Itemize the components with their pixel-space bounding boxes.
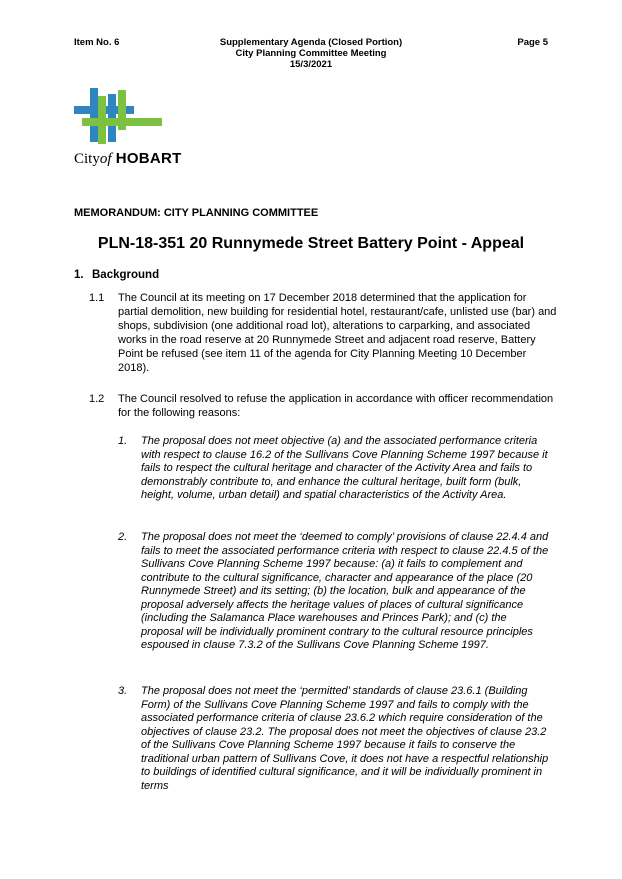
reason-text: The proposal does not meet objective (a) and the associated performance criteria with respect to clause 16.2 of the Sullivans Cove Planning Scheme 1997 because it fails to respect the cultural heritage and character of the Activity Area and fails to demonstrably contribute to, and enhance the cultural heritage, built form (bulk, height, volume, urban detail) and spatial characteristics of the Activity Area. (141, 435, 548, 501)
paragraph-1-1 (89, 291, 559, 375)
wordmark-of: of (99, 151, 112, 167)
wordmark-hobart: HOBART (115, 150, 182, 167)
document-title: PLN-18-351 20 Runnymede Street Battery Point - Appeal (97, 235, 525, 252)
meeting-name: City Planning Committee Meeting (235, 48, 387, 59)
reason-3 (118, 685, 550, 793)
reason-text: The proposal does not meet the ‘deemed to comply’ provisions of clause 22.4.4 and fails to meet the associated performance criteria with respect to clause 22.4.5 of the Sullivans Cove Planning Scheme 1997 because: (a) it fails to complement and contribute to the cultural significance, character and appearance of the place (20 Runnymede Street) and its setting; (b) the location, bulk and appearance of the proposal adversely affects the heritage values of places of cultural significance (including the Salamanca Place warehouses and Princes Park); and (c) the proposal will be individually prominent contrary to the cultural resource principles espoused in clause 7.3.2 of the Sullivans Cove Planning Scheme 1997. (141, 531, 549, 651)
section-heading (74, 269, 159, 281)
reason-number: 1. (118, 435, 128, 447)
section-title: Background (92, 269, 160, 281)
reason-number: 3. (118, 685, 128, 697)
page-number: Page 5 (517, 37, 548, 48)
wordmark-city: City (74, 151, 100, 167)
paragraph-number: 1.1 (89, 292, 105, 304)
paragraph-text: The Council at its meeting on 17 December 2018 determined that the application for partial demolition, new building for residential hotel, restaurant/cafe, unlisted use (bar) and shops, subdivision (one additional road lot), alterations to carparking, and associated works in the road reserve at 20 Runnymede Street and adjacent road reserve, Battery Point be refused (see item 11 of the agenda for City Planning Meeting 10 December 2018). (118, 292, 557, 374)
city-of-hobart-logo-icon (74, 88, 164, 144)
section-number: 1. (74, 269, 84, 281)
reason-text: The proposal does not meet the ‘permitted’ standards of clause 23.6.1 (Building Form) of the Sullivans Cove Planning Scheme 1997 and fails to comply with the associated performance criteria of clause 23.6.2 which require consideration of the objectives of clause 23.2. The proposal does not meet the objectives of clause 23.2 of the Sullivans Cove Planning Scheme 1997 because it fails to conserve the traditional urban pattern of Sullivans Cove, it does not have a respectful relationship to buildings of identified cultural significance, and it will be individually prominent in terms (141, 685, 549, 792)
reason-number: 2. (118, 531, 128, 543)
paragraph-1-2 (89, 392, 559, 420)
agenda-title: Supplementary Agenda (Closed Portion) (219, 37, 403, 48)
reason-2 (118, 531, 550, 653)
meeting-date: 15/3/2021 (289, 59, 333, 70)
reason-1 (118, 435, 550, 503)
city-of-hobart-wordmark (74, 150, 182, 168)
item-number: Item No. 6 (74, 37, 120, 48)
memorandum-heading: MEMORANDUM: CITY PLANNING COMMITTEE (74, 207, 319, 219)
paragraph-number: 1.2 (89, 393, 105, 405)
paragraph-text: The Council resolved to refuse the application in accordance with officer recommendation for the following reasons: (118, 393, 554, 419)
